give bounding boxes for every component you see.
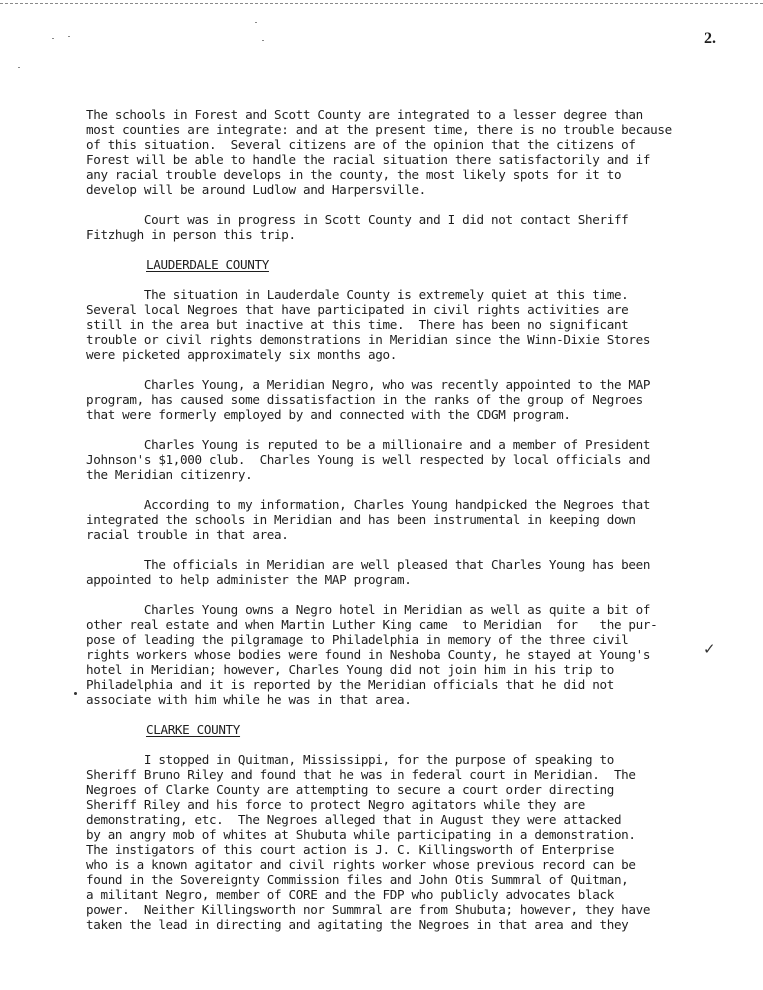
text-line: The instigators of this court action is J. C. Killingsworth of Enterprise bbox=[86, 842, 614, 857]
scan-speck bbox=[52, 38, 54, 39]
text-line: Court was in progress in Scott County and I did not contact Sheriff bbox=[86, 212, 629, 227]
paragraph bbox=[86, 287, 706, 362]
handwritten-checkmark-icon: ✓ bbox=[703, 640, 716, 658]
section-heading-lauderdale: LAUDERDALE COUNTY bbox=[146, 257, 269, 272]
scan-speck bbox=[255, 22, 257, 23]
text-line: According to my information, Charles Young handpicked the Negroes that bbox=[86, 497, 651, 512]
text-line: the Meridian citizenry. bbox=[86, 467, 253, 482]
text-line: rights workers whose bodies were found in Neshoba County, he stayed at Young's bbox=[86, 647, 651, 662]
paragraph bbox=[86, 212, 706, 242]
text-line: program, has caused some dissatisfaction in the ranks of the group of Negroes bbox=[86, 392, 643, 407]
paragraph bbox=[86, 557, 706, 587]
text-line: hotel in Meridian; however, Charles Young did not join him in his trip to bbox=[86, 662, 614, 677]
text-line: The situation in Lauderdale County is extremely quiet at this time. bbox=[86, 287, 629, 302]
text-line: pose of leading the pilgramage to Philadelphia in memory of the three civil bbox=[86, 632, 629, 647]
text-line: Johnson's $1,000 club. Charles Young is well respected by local officials and bbox=[86, 452, 651, 467]
text-line: who is a known agitator and civil rights worker whose previous record can be bbox=[86, 857, 636, 872]
text-line: still in the area but inactive at this time. There has been no significant bbox=[86, 317, 629, 332]
text-line: Forest will be able to handle the racial situation there satisfactorily and if bbox=[86, 152, 651, 167]
text-line: of this situation. Several citizens are of the opinion that the citizens of bbox=[86, 137, 636, 152]
text-line: other real estate and when Martin Luther King came to Meridian for the pur- bbox=[86, 617, 658, 632]
text-line: Fitzhugh in person this trip. bbox=[86, 227, 296, 242]
paragraph bbox=[86, 497, 706, 542]
text-line: Philadelphia and it is reported by the Meridian officials that he did not bbox=[86, 677, 614, 692]
text-line: Charles Young is reputed to be a millionaire and a member of President bbox=[86, 437, 651, 452]
page-number: 2. bbox=[704, 30, 716, 47]
document-body bbox=[86, 107, 706, 932]
text-line: integrated the schools in Meridian and has been instrumental in keeping down bbox=[86, 512, 636, 527]
paragraph bbox=[86, 107, 706, 197]
text-line: racial trouble in that area. bbox=[86, 527, 289, 542]
text-line: were picketed approximately six months ago. bbox=[86, 347, 397, 362]
text-line: Sheriff Riley and his force to protect Negro agitators while they are bbox=[86, 797, 586, 812]
text-line: Several local Negroes that have participated in civil rights activities are bbox=[86, 302, 629, 317]
text-line: The officials in Meridian are well pleased that Charles Young has been bbox=[86, 557, 651, 572]
text-line: any racial trouble develops in the county, the most likely spots for it to bbox=[86, 167, 622, 182]
text-line: a militant Negro, member of CORE and the FDP who publicly advocates black bbox=[86, 887, 614, 902]
scan-speck bbox=[262, 40, 264, 41]
paragraph bbox=[86, 437, 706, 482]
text-line: appointed to help administer the MAP program. bbox=[86, 572, 412, 587]
perforated-top-edge bbox=[0, 3, 763, 4]
text-line: Negroes of Clarke County are attempting to secure a court order directing bbox=[86, 782, 614, 797]
text-line: Charles Young owns a Negro hotel in Meridian as well as quite a bit of bbox=[86, 602, 651, 617]
paragraph bbox=[86, 377, 706, 422]
text-line: that were formerly employed by and connected with the CDGM program. bbox=[86, 407, 571, 422]
text-line: I stopped in Quitman, Mississippi, for the purpose of speaking to bbox=[86, 752, 614, 767]
scan-speck bbox=[68, 36, 70, 37]
margin-dot bbox=[74, 692, 77, 695]
text-line: The schools in Forest and Scott County are integrated to a lesser degree than bbox=[86, 107, 643, 122]
text-line: taken the lead in directing and agitating the Negroes in that area and they bbox=[86, 917, 629, 932]
scan-speck bbox=[18, 67, 20, 68]
text-line: by an angry mob of whites at Shubuta while participating in a demonstration. bbox=[86, 827, 636, 842]
section-heading-clarke: CLARKE COUNTY bbox=[146, 722, 241, 737]
text-line: most counties are integrate: and at the present time, there is no trouble because bbox=[86, 122, 672, 137]
text-line: Sheriff Bruno Riley and found that he was in federal court in Meridian. The bbox=[86, 767, 636, 782]
paragraph bbox=[86, 602, 706, 707]
text-line: demonstrating, etc. The Negroes alleged that in August they were attacked bbox=[86, 812, 622, 827]
text-line: trouble or civil rights demonstrations in Meridian since the Winn-Dixie Stores bbox=[86, 332, 651, 347]
text-line: associate with him while he was in that area. bbox=[86, 692, 412, 707]
text-line: Charles Young, a Meridian Negro, who was recently appointed to the MAP bbox=[86, 377, 651, 392]
paragraph bbox=[86, 752, 706, 932]
text-line: found in the Sovereignty Commission files and John Otis Summral of Quitman, bbox=[86, 872, 629, 887]
text-line: power. Neither Killingsworth nor Summral are from Shubuta; however, they have bbox=[86, 902, 651, 917]
text-line: develop will be around Ludlow and Harpersville. bbox=[86, 182, 426, 197]
